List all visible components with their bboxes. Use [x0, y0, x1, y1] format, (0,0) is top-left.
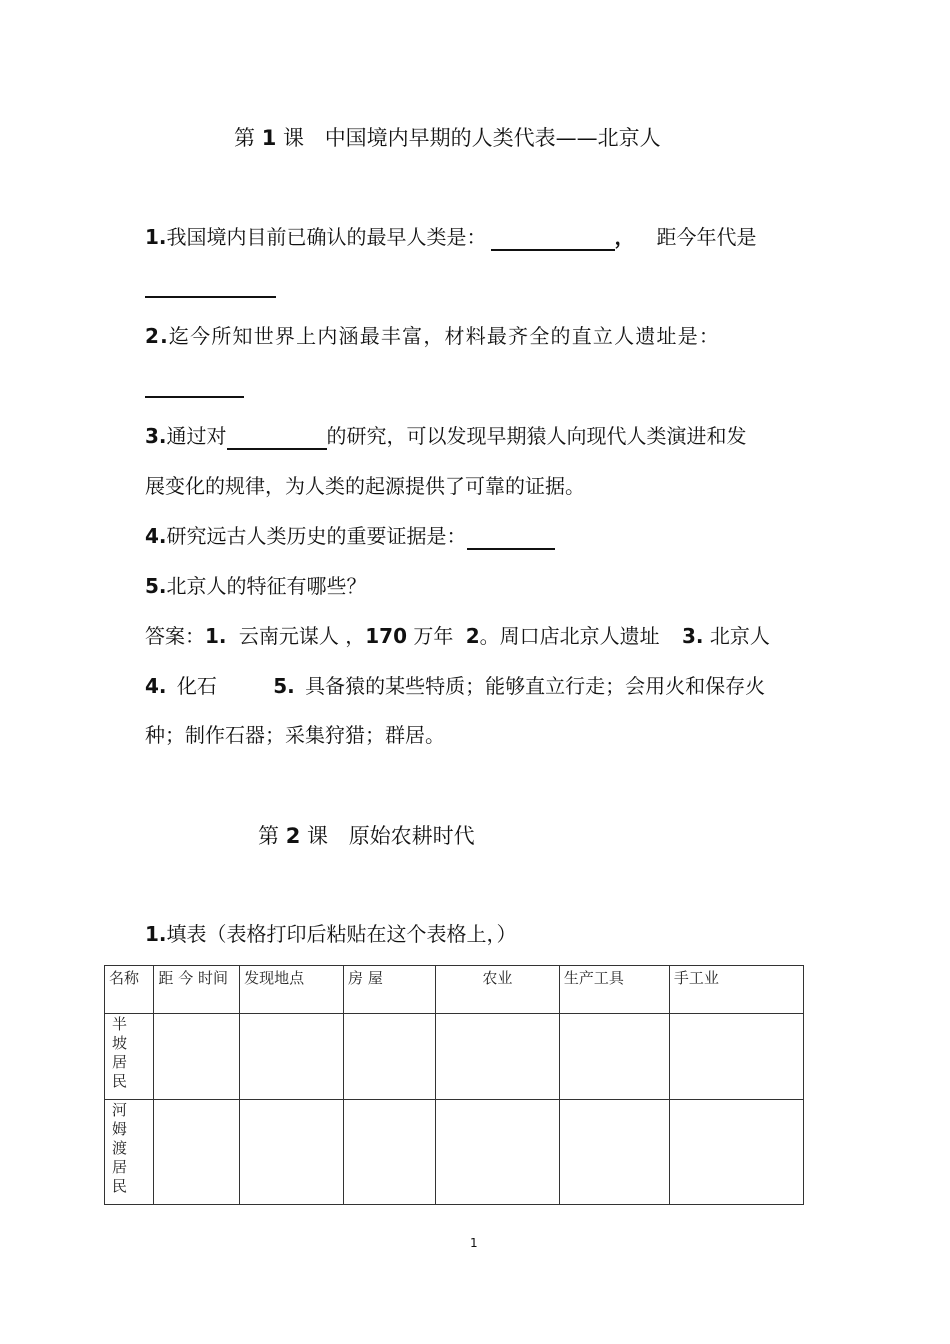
table-cell[interactable]: [344, 1014, 436, 1100]
lesson-title-text: 原始农耕时代: [348, 824, 475, 848]
lesson-label: 第: [258, 824, 279, 848]
answer-label: 答案：: [145, 624, 205, 648]
question-text-2: 距今年代是: [656, 225, 757, 249]
row-label-text: 半坡居民: [110, 1016, 128, 1092]
row-label: [105, 1100, 154, 1205]
table-cell[interactable]: [559, 1014, 669, 1100]
table-cell[interactable]: [154, 1014, 240, 1100]
question-text: 迄今所知世界上内涵最丰富，材料最齐全的直立人遗址是：: [168, 324, 721, 348]
header-tools: 生产工具: [559, 966, 669, 1014]
answer-blank[interactable]: [227, 426, 327, 450]
question-number: 2.: [145, 324, 169, 348]
answer-blank[interactable]: [145, 274, 276, 298]
answer-number: 2: [465, 624, 480, 648]
question-text: 的研究，可以发现早期猿人向现代人类演进和发: [326, 424, 747, 448]
table-cell[interactable]: [344, 1100, 436, 1205]
answer-blank[interactable]: [467, 526, 555, 550]
lesson-number: 1: [261, 126, 277, 150]
question-text: 展变化的规律，为人类的起源提供了可靠的证据。: [145, 474, 585, 498]
header-handicraft: 手工业: [669, 966, 803, 1014]
answer-line-3: [145, 721, 445, 749]
question-number: 3.: [145, 424, 167, 448]
table-row: [105, 1014, 804, 1100]
answer-line-1: [145, 622, 770, 650]
question-text: 我国境内目前已确认的最早人类是：: [166, 225, 487, 249]
answer-blank[interactable]: [491, 227, 615, 251]
table-cell[interactable]: [559, 1100, 669, 1205]
answer-number: 1.: [205, 624, 227, 648]
question-5: [145, 572, 367, 600]
answer-number: 5.: [273, 674, 295, 698]
question-2: [145, 322, 720, 350]
table-cell[interactable]: [154, 1100, 240, 1205]
table-row: [105, 1100, 804, 1205]
table-cell[interactable]: [435, 1014, 559, 1100]
question-3-cont: [145, 472, 585, 500]
lesson2-question-1: [145, 920, 517, 948]
table-cell[interactable]: [240, 1014, 344, 1100]
fill-in-table: [104, 965, 804, 1205]
separator: ，: [614, 225, 635, 249]
table-cell[interactable]: [435, 1100, 559, 1205]
question-text: 研究远古人类历史的重要证据是：: [166, 524, 467, 548]
lesson-unit: 课: [283, 126, 304, 150]
page-number: 1: [470, 1236, 478, 1250]
lesson-unit: 课: [307, 824, 328, 848]
lesson2-title: [258, 820, 475, 850]
lesson1-title: [234, 122, 661, 152]
question-1-blank-line: [145, 270, 276, 298]
question-text: 填表（表格打印后粘贴在这个表格上，）: [166, 922, 517, 946]
header-housing: 房 屋: [344, 966, 436, 1014]
answer-text: 云南元谋人 ，: [238, 624, 366, 648]
answer-line-2: [145, 672, 765, 700]
row-label: [105, 1014, 154, 1100]
table-header-row: [105, 966, 804, 1014]
question-text: 通过对: [166, 424, 227, 448]
answer-number: 3.: [681, 624, 704, 648]
table-cell[interactable]: [240, 1100, 344, 1205]
question-4: [145, 522, 555, 550]
answer-text: 化石: [176, 674, 217, 698]
lesson-label: 第: [234, 126, 255, 150]
question-3: [145, 422, 747, 450]
lesson-title-text: 中国境内早期的人类代表——北京人: [324, 126, 661, 150]
answer-text: 具备猿的某些特质；能够直立行走；会用火和保存火: [305, 674, 766, 698]
question-1: [145, 223, 757, 251]
answer-text: 北京人: [709, 624, 770, 648]
question-number: 4.: [145, 524, 167, 548]
table-cell[interactable]: [669, 1014, 803, 1100]
question-number: 1.: [145, 225, 167, 249]
header-agriculture: 农业: [435, 966, 559, 1014]
table-cell[interactable]: [669, 1100, 803, 1205]
answer-text: 。周口店北京人遗址: [479, 624, 660, 648]
question-number: 5.: [145, 574, 167, 598]
question-number: 1.: [145, 922, 167, 946]
header-time: 距 今 时间: [154, 966, 240, 1014]
answer-number: 4.: [145, 674, 167, 698]
lesson-number: 2: [285, 824, 301, 848]
row-label-text: 河姆渡居民: [110, 1102, 128, 1197]
answer-unit: 万年: [413, 624, 454, 648]
answer-text: 种；制作石器；采集狩猎；群居。: [145, 723, 445, 747]
answer-year: 170: [365, 624, 407, 648]
header-location: 发现地点: [240, 966, 344, 1014]
question-text: 北京人的特征有哪些？: [166, 574, 367, 598]
question-2-blank-line: [145, 370, 244, 398]
header-name: 名称: [105, 966, 154, 1014]
answer-blank[interactable]: [145, 374, 244, 398]
